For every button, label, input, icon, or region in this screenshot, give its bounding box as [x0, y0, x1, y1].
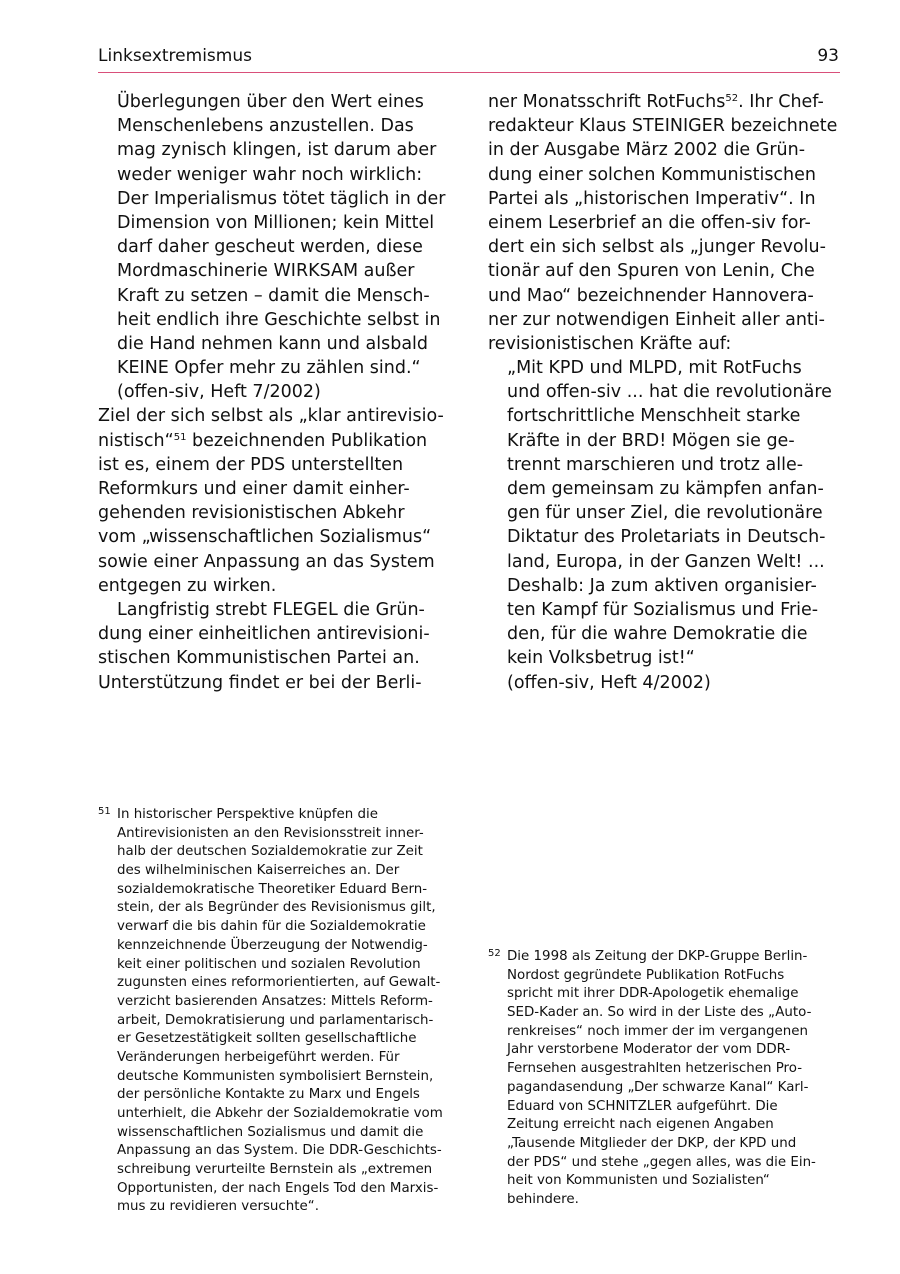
- body-line: und Mao“ bezeichnender Hannovera-: [488, 285, 814, 306]
- quote-source: (offen-siv, Heft 4/2002): [507, 672, 711, 693]
- footnote-line: verwarf die bis dahin für die Sozialdemokratie: [117, 919, 426, 935]
- body-line: ist es, einem der PDS unterstellten: [98, 454, 404, 475]
- quote-line: Deshalb: Ja zum aktiven organisier-: [507, 575, 817, 596]
- footnote-ref-51[interactable]: 51: [173, 431, 187, 443]
- quote-line: Mordmaschinerie WIRKSAM außer: [117, 261, 415, 282]
- footnote-line: kennzeichnende Überzeugung der Notwendig-: [117, 937, 428, 953]
- body-line: dung einer einheitlichen antirevisioni-: [98, 624, 430, 645]
- footnote-line: pagandasendung „Der schwarze Kanal“ Karl-: [507, 1079, 809, 1095]
- quote-line: Kräfte in der BRD! Mögen sie ge-: [507, 430, 795, 451]
- footnote-line: zugunsten eines reformorientierten, auf Gewalt-: [117, 975, 441, 991]
- footnote-line: Antirevisionisten an den Revisionsstreit inner-: [117, 825, 424, 841]
- footnote-line: halb der deutschen Sozialdemokratie zur Zeit: [117, 844, 423, 860]
- footnote-line: des wilhelminischen Kaiserreiches an. Der: [117, 863, 400, 879]
- body-line: entgegen zu wirken.: [98, 575, 277, 596]
- body-text: nistisch“: [98, 430, 174, 451]
- body-line: vom „wissenschaftlichen Sozialismus“: [98, 527, 432, 548]
- quote-line: „Mit KPD und MLPD, mit RotFuchs: [507, 358, 802, 379]
- footnote-line: SED-Kader an. So wird in der Liste des „Auto-: [507, 1005, 812, 1021]
- quote-line: weder weniger wahr noch wirklich:: [117, 164, 423, 185]
- block-quote-offen-siv-4-2002: [488, 356, 843, 695]
- quote-line: Menschenlebens anzustellen. Das: [117, 116, 414, 137]
- footnote-52: [488, 948, 838, 1210]
- body-line: stischen Kommunistischen Partei an.: [98, 648, 420, 669]
- quote-line: gen für unser Ziel, die revolutionäre: [507, 503, 823, 524]
- footnote-line: behindere.: [507, 1191, 579, 1207]
- footnote-line: er Gesetzestätigkeit sollten gesellschaftliche: [117, 1031, 417, 1047]
- page-number: 93: [817, 46, 839, 66]
- quote-line: kein Volksbetrug ist!“: [507, 648, 695, 669]
- footnote-number: 52: [488, 948, 501, 959]
- paragraph-rotfuchs: [488, 90, 843, 356]
- footnote-line: verzicht basierenden Ansatzes: Mittels Reform-: [117, 993, 433, 1009]
- quote-line: Dimension von Millionen; kein Mittel: [117, 212, 435, 233]
- footnote-text: In historischer Perspektive knüpfen die: [117, 807, 378, 822]
- quote-line: KEINE Opfer mehr zu zählen sind.“: [117, 358, 421, 379]
- quote-line: Überlegungen über den Wert eines: [117, 92, 424, 112]
- footnote-line: [98, 806, 458, 825]
- footnote-line: Jahr verstorbene Moderator der vom DDR-: [507, 1042, 791, 1058]
- footnote-51: [98, 806, 458, 1217]
- block-quote-offen-siv-7-2002: [98, 90, 450, 404]
- quote-line: die Hand nehmen kann und alsbald: [117, 333, 429, 354]
- body-line: dung einer solchen Kommunistischen: [488, 164, 817, 185]
- body-line: Unterstützung findet er bei der Berli-: [98, 672, 422, 693]
- body-text: . Ihr Chef-: [738, 92, 824, 112]
- footnote-line: heit von Kommunisten und Sozialisten“: [507, 1173, 770, 1189]
- footnote-line: schreibung verurteilte Bernstein als „extremen: [117, 1162, 433, 1178]
- body-text: bezeichnenden Publikation: [186, 430, 428, 451]
- quote-line: fortschrittliche Menschheit starke: [507, 406, 801, 427]
- footnote-line: „Tausende Mitglieder der DKP, der KPD und: [507, 1135, 797, 1151]
- quote-line: land, Europa, in der Ganzen Welt! ...: [507, 551, 825, 572]
- footnote-line: Anpassung an das System. Die DDR-Geschichts-: [117, 1143, 442, 1159]
- quote-line: heit endlich ihre Geschichte selbst in: [117, 309, 441, 330]
- footnote-line: wissenschaftlichen Sozialismus und damit die: [117, 1124, 424, 1140]
- footnote-line: Nordost gegründete Publikation RotFuchs: [507, 967, 785, 983]
- paragraph-ziel: [98, 404, 450, 598]
- quote-line: den, für die wahre Demokratie die: [507, 624, 808, 645]
- footnote-line: Opportunisten, der nach Engels Tod den Marxis-: [117, 1180, 439, 1196]
- left-column: [98, 90, 450, 695]
- body-line: in der Ausgabe März 2002 die Grün-: [488, 140, 806, 161]
- footnote-line: Veränderungen herbeigeführt werden. Für: [117, 1049, 400, 1065]
- footnote-line: unterhielt, die Abkehr der Sozialdemokratie vom: [117, 1106, 443, 1121]
- quote-line: Der Imperialismus tötet täglich in der: [117, 188, 446, 209]
- footnote-line: [488, 948, 838, 967]
- quote-line: ten Kampf für Sozialismus und Frie-: [507, 599, 819, 620]
- page-header: [98, 46, 840, 73]
- body-line: ner zur notwendigen Einheit aller anti-: [488, 309, 825, 330]
- footnote-line: renkreises“ noch immer der im vergangenen: [507, 1023, 808, 1039]
- footnote-line: Zeitung erreicht nach eigenen Angaben: [507, 1117, 774, 1133]
- body-line: einem Leserbrief an die offen-siv for-: [488, 212, 811, 233]
- body-line: tionär auf den Spuren von Lenin, Che: [488, 261, 815, 282]
- footnote-line: stein, der als Begründer des Revisionismus gilt,: [117, 900, 436, 916]
- footnote-line: Fernsehen ausgestrahlten hetzerischen Pro-: [507, 1061, 803, 1077]
- right-column: [488, 90, 843, 695]
- body-line: Partei als „historischen Imperativ“. In: [488, 188, 816, 209]
- footnote-line: Eduard von SCHNITZLER aufgeführt. Die: [507, 1098, 778, 1114]
- footnote-line: der PDS“ und stehe „gegen alles, was die Ein-: [507, 1154, 816, 1170]
- footnote-number: 51: [98, 806, 111, 817]
- footnote-ref-52[interactable]: 52: [725, 93, 739, 104]
- body-line: Reformkurs und einer damit einher-: [98, 479, 410, 499]
- footnote-line: sozialdemokratische Theoretiker Eduard Bern-: [117, 881, 428, 897]
- body-line: dert ein sich selbst als „junger Revolu-: [488, 237, 826, 258]
- body-line: sowie einer Anpassung an das System: [98, 551, 435, 572]
- footnote-line: mus zu revidieren versuchte“.: [117, 1199, 319, 1215]
- body-line: gehenden revisionistischen Abkehr: [98, 503, 405, 524]
- running-title: Linksextremismus: [98, 46, 252, 66]
- body-line: redakteur Klaus STEINIGER bezeichnete: [488, 116, 838, 137]
- quote-line: mag zynisch klingen, ist darum aber: [117, 140, 437, 161]
- body-line: [98, 429, 450, 453]
- quote-line: dem gemeinsam zu kämpfen anfan-: [507, 479, 824, 499]
- body-line: Ziel der sich selbst als „klar antirevisio-: [98, 406, 444, 427]
- footnote-line: keit einer politischen und sozialen Revolution: [117, 956, 421, 972]
- body-line: revisionistischen Kräfte auf:: [488, 333, 732, 354]
- quote-line: Diktatur des Proletariats in Deutsch-: [507, 527, 826, 548]
- footnote-line: deutsche Kommunisten symbolisiert Bernstein,: [117, 1068, 434, 1084]
- quote-line: und offen-siv ... hat die revolutionäre: [507, 382, 832, 403]
- body-line: [488, 90, 843, 114]
- footnote-text: Die 1998 als Zeitung der DKP-Gruppe Berlin-: [507, 949, 808, 964]
- paragraph-langfristig: [98, 598, 450, 695]
- quote-line: Kraft zu setzen – damit die Mensch-: [117, 285, 430, 306]
- footnote-line: spricht mit ihrer DDR-Apologetik ehemalige: [507, 986, 799, 1002]
- quote-line: trennt marschieren und trotz alle-: [507, 454, 804, 475]
- quote-source: (offen-siv, Heft 7/2002): [117, 382, 321, 403]
- body-text: ner Monatsschrift RotFuchs: [488, 92, 726, 112]
- footnote-line: arbeit, Demokratisierung und parlamentarisch-: [117, 1012, 434, 1028]
- quote-line: darf daher gescheut werden, diese: [117, 237, 423, 258]
- body-line: Langfristig strebt FLEGEL die Grün-: [117, 599, 425, 620]
- footnote-line: der persönliche Kontakte zu Marx und Engels: [117, 1087, 420, 1103]
